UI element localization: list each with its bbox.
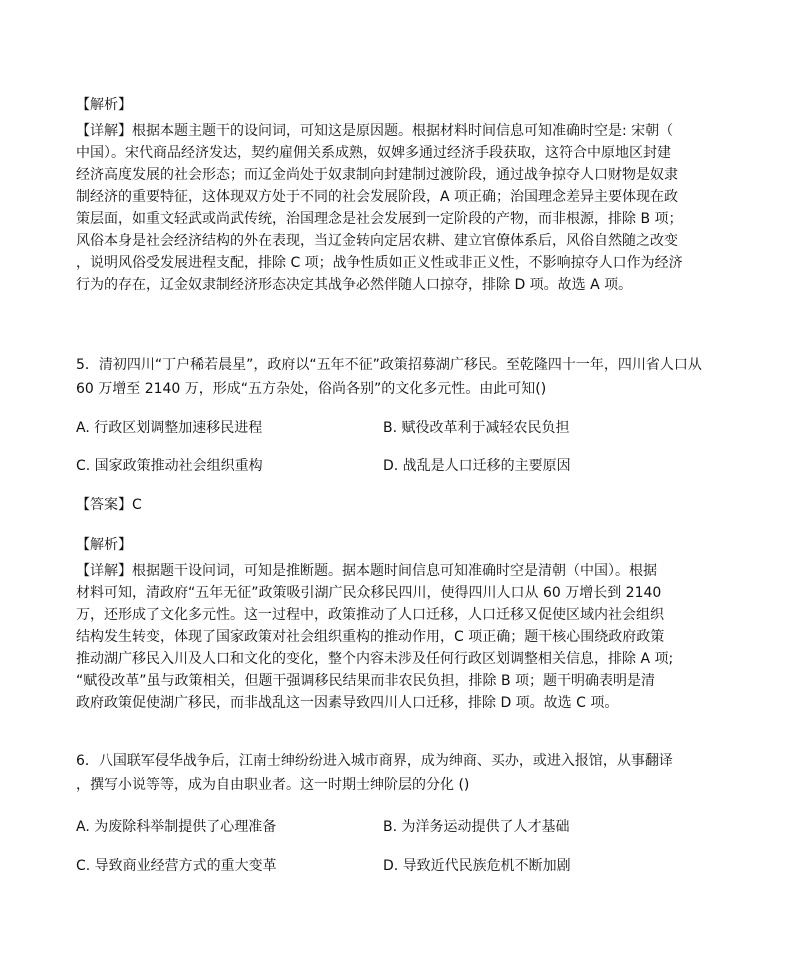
text-line: 政府政策促使湖广移民，而非战乱这一因素导致四川人口迁移，排除 D 项。故选 C 项。 — [76, 695, 619, 711]
q5-answer: 【答案】C — [76, 497, 142, 513]
text-line: “赋役改革”虽与政策相关，但题干强调移民结果而非农民负担，排除 B 项；题干明确表明是清 — [76, 673, 656, 689]
q5-option-b: B. 赋役改革利于减轻农民负担 — [383, 420, 570, 436]
text-line: 6．八国联军侵华战争后，江南士绅纷纷进入城市商界，成为绅商、买办，或进入报馆，从事翻译 — [76, 753, 673, 769]
text-line: 材料可知，清政府“五年无征”政策吸引湖广民众移民四川，使得四川人口从 60 万增长到 2140 — [76, 585, 662, 601]
q6-option-c: C. 导致商业经营方式的重大变革 — [76, 858, 277, 874]
text-line: 经济高度发展的社会形态；而辽金尚处于奴隶制向封建制过渡阶段，通过战争掠夺人口财物是奴隶 — [76, 167, 678, 183]
text-line: 策层面，如重文轻武或尚武传统，治国理念是社会发展到一定阶段的产物，而非根源，排除 B 项； — [76, 211, 683, 227]
q6-option-b: B. 为洋务运动提供了人才基础 — [383, 819, 570, 835]
q5-option-a: A. 行政区划调整加速移民进程 — [76, 420, 263, 436]
text-line: ，撰写小说等等，成为自由职业者。这一时期士绅阶层的分化 () — [76, 777, 470, 793]
q5-detail-paragraph — [76, 560, 726, 714]
text-line: 【详解】根据题干设问词，可知是推断题。据本题时间信息可知准确时空是清朝（中国）。根据 — [76, 563, 657, 579]
q6-option-a: A. 为废除科举制提供了心理准备 — [76, 819, 277, 835]
text-line: 60 万增至 2140 万，形成“五方杂处，俗尚各别”的文化多元性。由此可知() — [76, 381, 547, 397]
text-line: 万，还形成了文化多元性。这一过程中，政策推动了人口迁移，人口迁移又促使区域内社会组织 — [76, 607, 664, 623]
q6-option-d: D. 导致近代民族危机不断加剧 — [383, 858, 571, 874]
q6-stem — [76, 750, 726, 796]
text-line: 风俗本身是社会经济结构的外在表现，当辽金转向定居农耕、建立官僚体系后，风俗自然随之改变 — [76, 233, 678, 249]
q4-analysis-heading: 【解析】 — [76, 97, 132, 113]
text-line: 5．清初四川“丁户稀若晨星”，政府以“五年不征”政策招募湖广移民。至乾隆四十一年，四川省人口从 — [76, 357, 702, 373]
text-line: ，说明风俗受发展进程支配，排除 C 项；战争性质如正义性或非正义性，不影响掠夺人口作为经济 — [76, 255, 683, 271]
text-line: 中国）。宋代商品经济发达，契约雇佣关系成熟，奴婢多通过经济手段获取，这符合中原地区封建 — [76, 145, 671, 161]
q5-option-c: C. 国家政策推动社会组织重构 — [76, 458, 263, 474]
text-line: 结构发生转变，体现了国家政策对社会组织重构的推动作用，C 项正确；题干核心围绕政府政策 — [76, 629, 665, 645]
text-line: 【详解】根据本题主题干的设问词，可知这是原因题。根据材料时间信息可知准确时空是: 宋朝（ — [76, 123, 674, 139]
q5-option-d: D. 战乱是人口迁移的主要原因 — [383, 458, 571, 474]
text-line: 制经济的重要特征，这体现双方处于不同的社会发展阶段，A 项正确；治国理念差异主要体现在政 — [76, 189, 679, 205]
q5-analysis-heading: 【解析】 — [76, 537, 132, 553]
text-line: 行为的存在，辽金奴隶制经济形态决定其战争必然伴随人口掠夺，排除 D 项。故选 A 项。 — [76, 277, 633, 293]
text-line: 推动湖广移民入川及人口和文化的变化，整个内容未涉及任何行政区划调整相关信息，排除 A 项; — [76, 651, 674, 667]
q5-stem — [76, 354, 726, 400]
q4-detail-paragraph — [76, 120, 726, 296]
